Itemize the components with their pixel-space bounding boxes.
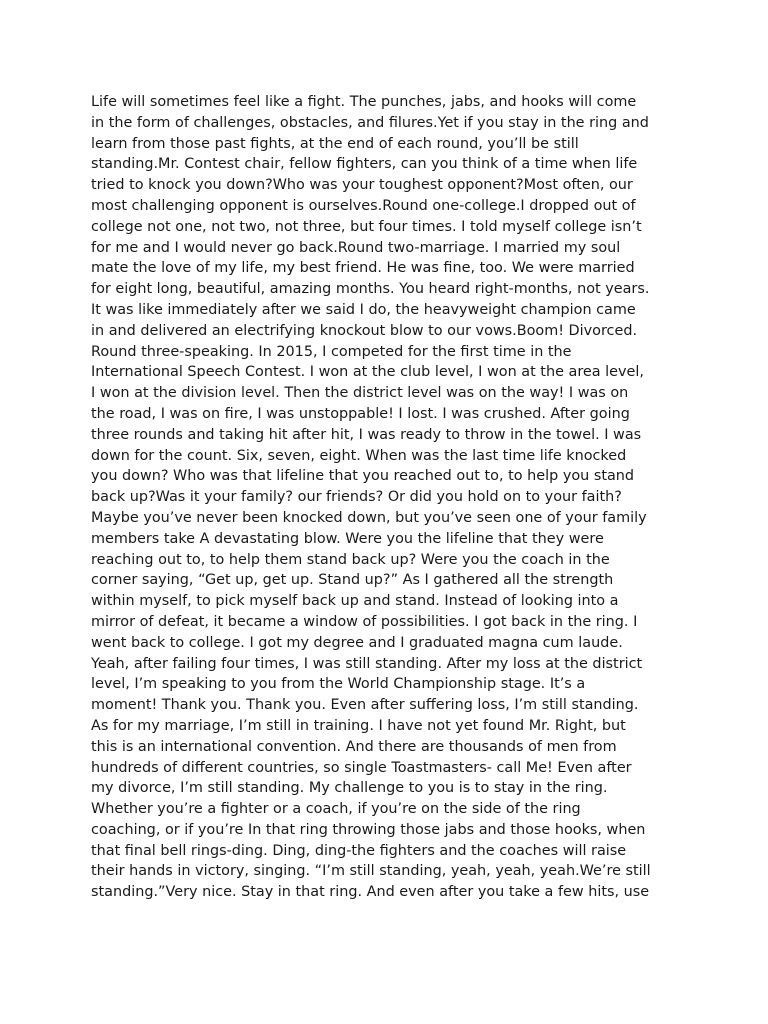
text-line: mirror of defeat, it became a window of possibilities. I got back in the ring. I	[91, 613, 638, 630]
text-line: Yeah, after failing four times, I was still standing. After my loss at the district	[91, 655, 643, 672]
text-line: corner saying, “Get up, get up. Stand up?” As I gathered all the strength	[91, 572, 614, 589]
text-line: down for the count. Six, seven, eight. When was the last time life knocked	[91, 447, 627, 464]
text-line: I won at the division level. Then the district level was on the way! I was on	[91, 385, 629, 402]
text-line: college not one, not two, not three, but four times. I told myself college isn’t	[91, 218, 642, 235]
text-line: you down? Who was that lifeline that you reached out to, to help you stand	[91, 468, 635, 485]
text-line: International Speech Contest. I won at the club level, I won at the area level,	[91, 364, 644, 381]
text-line: in the form of challenges, obstacles, and filures.Yet if you stay in the ring and	[91, 114, 649, 131]
text-line: standing.Mr. Contest chair, fellow fighters, can you think of a time when life	[91, 156, 638, 173]
text-line: Round three-speaking. In 2015, I competed for the first time in the	[91, 343, 572, 360]
text-line: this is an international convention. And there are thousands of men from	[91, 738, 617, 755]
text-line: As for my marriage, I’m still in training. I have not yet found Mr. Right, but	[91, 717, 626, 734]
text-line: learn from those past fights, at the end of each round, you’ll be still	[91, 135, 579, 152]
text-line: the road, I was on fire, I was unstoppable! I lost. I was crushed. After going	[91, 405, 630, 422]
text-line: my divorce, I’m still standing. My challenge to you is to stay in the ring.	[91, 780, 608, 797]
text-line: three rounds and taking hit after hit, I was ready to throw in the towel. I was	[91, 426, 642, 443]
text-line: within myself, to pick myself back up and stand. Instead of looking into a	[91, 593, 619, 610]
text-line: for me and I would never go back.Round two-marriage. I married my soul	[91, 239, 621, 256]
text-line: hundreds of different countries, so single Toastmasters- call Me! Even after	[91, 759, 632, 776]
text-line: standing.”Very nice. Stay in that ring. And even after you take a few hits, use	[91, 884, 650, 901]
text-line: Whether you’re a fighter or a coach, if you’re on the side of the ring	[91, 801, 581, 818]
text-line: Maybe you’ve never been knocked down, but you’ve seen one of your family	[91, 509, 647, 526]
text-line: most challenging opponent is ourselves.Round one-college.I dropped out of	[91, 197, 636, 214]
text-line: back up?Was it your family? our friends? Or did you hold on to your faith?	[91, 489, 622, 506]
text-line: in and delivered an electrifying knockout blow to our vows.Boom! Divorced.	[91, 322, 638, 339]
speech-paragraph	[91, 92, 691, 903]
text-line: their hands in victory, singing. “I’m still standing, yeah, yeah, yeah.We’re still	[91, 863, 651, 880]
text-line: It was like immediately after we said I do, the heavyweight champion came	[91, 301, 636, 318]
text-line: mate the love of my life, my best friend. He was fine, too. We were married	[91, 260, 635, 277]
text-line: for eight long, beautiful, amazing months. You heard right-months, not years.	[91, 281, 650, 298]
text-line: members take A devastating blow. Were you the lifeline that they were	[91, 530, 604, 547]
text-line: went back to college. I got my degree and I graduated magna cum laude.	[91, 634, 623, 651]
text-line: that final bell rings-ding. Ding, ding-the fighters and the coaches will raise	[91, 842, 627, 859]
text-line: moment! Thank you. Thank you. Even after suffering loss, I’m still standing.	[91, 697, 639, 714]
text-line: tried to knock you down?Who was your toughest opponent?Most often, our	[91, 177, 633, 194]
text-line: Life will sometimes feel like a fight. The punches, jabs, and hooks will come	[91, 94, 637, 110]
text-line: reaching out to, to help them stand back up? Were you the coach in the	[91, 551, 610, 568]
text-line: coaching, or if you’re In that ring throwing those jabs and those hooks, when	[91, 821, 646, 838]
text-line: level, I’m speaking to you from the World Championship stage. It’s a	[91, 676, 586, 693]
